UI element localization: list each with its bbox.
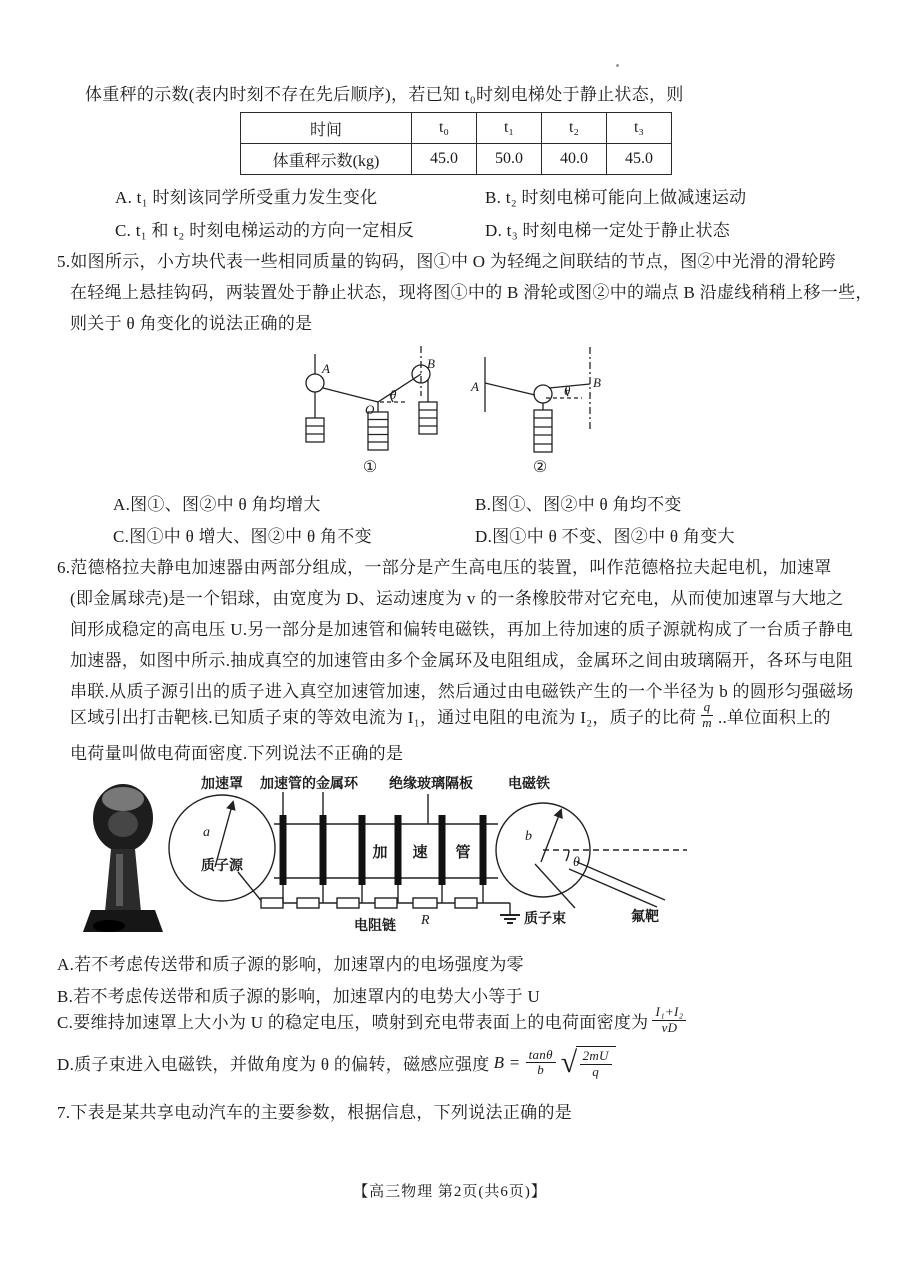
q6-option-d-formula [494, 1046, 616, 1080]
q6-option-c-fraction: $\frac{\text{I₁+I₂}}{vD}$ [652, 1005, 686, 1036]
resistor-chain [261, 885, 510, 908]
resistor-chain-label: 电阻链 [354, 919, 396, 934]
q4-header-t1: t₁ [477, 113, 542, 144]
q6-option-d-text: D.质子束进入电磁铁，并做角度为 θ 的偏转，磁感应强度 [57, 1055, 490, 1075]
q6-line-2: (即金属球壳)是一个铝球，由宽度为 D、运动速度为 v 的一条橡胶带对它充电，从而使加速罩与大地之 [70, 589, 844, 608]
fig2-label-theta: θ [564, 383, 571, 398]
b-arrow [541, 810, 561, 862]
formula-tan-fraction: $\frac{\tan\theta}{b}$ [526, 1048, 556, 1079]
fig1-pulley-b [412, 346, 430, 396]
formula-lhs: B = [493, 1052, 521, 1072]
formula-sqrt-fraction: $\frac{2mU}{q}$ [580, 1049, 612, 1080]
hood-label: 加速罩 [201, 777, 243, 792]
radicand [576, 1046, 616, 1080]
magnet-label: 电磁铁 [508, 777, 550, 792]
q6-option-b: B.若不考虑传送带和质子源的影响，加速罩内的电势大小等于 U [57, 987, 541, 1006]
q4-intro: 体重秤的示数(表内时刻不存在先后顺序)，若已知 t₀时刻电梯处于静止状态，则 [85, 85, 684, 104]
fig1-weight-b [419, 402, 437, 434]
q6-line-4: 加速器，如图中所示.抽成真空的加速管由多个金属环及电阻组成，金属环之间由玻璃隔开，各环与电阻 [70, 651, 854, 670]
q6-charge-mass-ratio-fraction: $\frac{q}{m}$ [702, 699, 712, 730]
proton-source-label: 质子源 [201, 859, 243, 874]
q4-option-a: A. t₁ 时刻该同学所受重力发生变化 [115, 188, 378, 207]
fig1-number: ① [362, 459, 378, 476]
van-de-graaff-photo [83, 784, 163, 932]
q5-option-a: A.图①、图②中 θ 角均增大 [113, 495, 321, 514]
q5-option-b: B.图①、图②中 θ 角均不变 [475, 495, 682, 514]
q5-line-3: 则关于 θ 角变化的说法正确的是 [70, 314, 313, 333]
formula-sqrt [561, 1046, 616, 1080]
q6-option-c [57, 1005, 686, 1036]
q4-table-value-row [241, 144, 672, 175]
fig2-label-a: A [471, 379, 479, 394]
scan-artifact-dot [616, 64, 619, 67]
q4-value-t0: 45.0 [412, 144, 477, 175]
tube-char-1: 加 [372, 845, 388, 861]
q5-line-2: 在轻绳上悬挂钩码，两装置处于静止状态，现将图①中的 B 滑轮或图②中的端点 B 沿虚线稍稍上移一些， [70, 283, 873, 302]
magnet-axis-dashed [543, 850, 687, 861]
q5-option-d: D.图①中 θ 不变、图②中 θ 角变大 [475, 527, 735, 546]
target-label: 氟靶 [631, 910, 659, 925]
q4-header-t2: t₂ [542, 113, 607, 144]
belt-width-a-label: a [203, 825, 210, 840]
tube-char-2: 速 [412, 845, 428, 861]
q4-table-header-row [241, 113, 672, 144]
proton-beam-lines [535, 862, 665, 908]
ground-symbol [500, 903, 520, 923]
q4-value-t1: 50.0 [477, 144, 542, 175]
resistor-r-label: R [421, 913, 430, 928]
source-to-chain-line [238, 872, 263, 903]
fig1-label-theta: θ [390, 387, 397, 402]
q4-option-b: B. t₂ 时刻电梯可能向上做减速运动 [485, 188, 747, 207]
fig1-label-o: O [365, 402, 375, 417]
page-footer: 【高三物理 第2页(共6页)】 [353, 1184, 547, 1200]
deflection-theta-label: θ [573, 855, 580, 870]
fig2-number: ② [532, 459, 548, 476]
fig2-label-b: B [593, 375, 601, 390]
q5-option-c: C.图①中 θ 增大、图②中 θ 角不变 [113, 527, 372, 546]
q6-line-5: 串联.从质子源引出的质子进入真空加速管加速，然后通过由电磁铁产生的一个半径为 b 的圆形匀强磁场 [70, 682, 854, 701]
q6-line-3: 间形成稳定的高电压 U.另一部分是加速管和偏转电磁铁，再加上待加速的质子源就构成了一台质子静电 [70, 620, 853, 639]
q5-figure [280, 338, 630, 480]
glass-label: 绝缘玻璃隔板 [389, 777, 473, 792]
q6-line-7: 电荷量叫做电荷面密度.下列说法不正确的是 [70, 744, 404, 763]
label-pointer-lines [283, 792, 428, 824]
q6-figure [75, 772, 705, 947]
q7-line-1: 7.下表是某共享电动汽车的主要参数，根据信息，下列说法正确的是 [57, 1103, 573, 1122]
q6-option-d [57, 1046, 616, 1080]
q6-line-1: 6.范德格拉夫静电加速器由两部分组成，一部分是产生高电压的装置，叫作范德格拉夫起电机，加速罩 [57, 558, 832, 577]
fig1-weight-a [306, 418, 324, 442]
q4-value-t2: 40.0 [542, 144, 607, 175]
q6-line-6-prefix: 区域引出打击靶核.已知质子束的等效电流为 I₁，通过电阻的电流为 I₂，质子的比荷 [70, 707, 697, 727]
radius-b-label: b [525, 829, 532, 844]
radical-sign: √ [560, 1045, 578, 1079]
q6-line-6-suffix: ..单位面积上的 [717, 707, 831, 727]
proton-beam-label: 质子束 [524, 912, 566, 927]
q6-line-6 [70, 700, 831, 731]
q4-value-t3: 45.0 [607, 144, 672, 175]
fig2-pulley [534, 385, 552, 403]
q6-option-c-text: C.要维持加速罩上大小为 U 的稳定电压，喷射到充电带表面上的电荷面密度为 [57, 1012, 649, 1032]
fig1-label-a: A [322, 361, 330, 376]
fig2-weight [534, 410, 552, 452]
q4-row-label: 体重秤示数(kg) [241, 144, 412, 175]
q4-option-d: D. t₃ 时刻电梯一定处于静止状态 [485, 221, 731, 240]
fig1-weight-o [368, 412, 388, 450]
q5-line-1: 5.如图所示，小方块代表一些相同质量的钩码，图①中 O 为轻绳之间联结的节点，图②中光滑的滑轮跨 [57, 252, 836, 271]
a-arrow [215, 802, 233, 867]
q4-header-time: 时间 [241, 113, 412, 144]
q4-header-t0: t₀ [412, 113, 477, 144]
fig1-label-b: B [427, 356, 435, 371]
tube-char-3: 管 [455, 845, 471, 861]
q6-option-a: A.若不考虑传送带和质子源的影响，加速罩内的电场强度为零 [57, 955, 524, 974]
q4-header-t3: t₃ [607, 113, 672, 144]
q4-option-c: C. t₁ 和 t₂ 时刻电梯运动的方向一定相反 [115, 221, 415, 240]
q4-weight-table [240, 112, 672, 175]
rings-label: 加速管的金属环 [260, 777, 358, 792]
hood-circle [169, 795, 275, 901]
